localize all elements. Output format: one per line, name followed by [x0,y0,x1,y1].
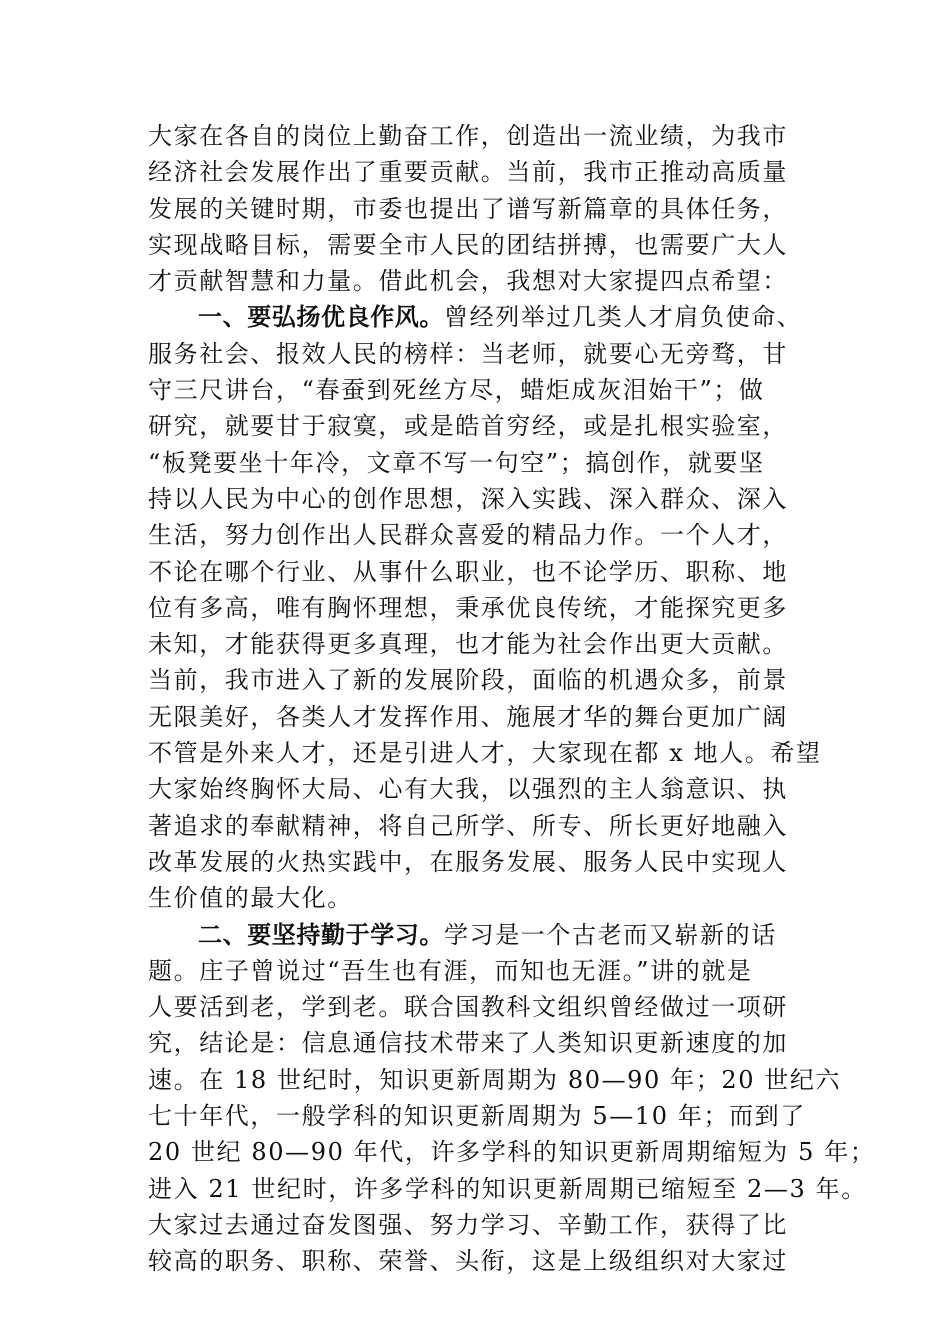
text-line: 无限美好，各类人才发挥作用、施展才华的舞台更加广阔 [148,702,788,731]
text-line: 大家在各自的岗位上勤奋工作，创造出一流业绩，为我市 [148,122,788,150]
text-line: 大家始终胸怀大局、心有大我，以强烈的主人翁意识、执 [148,775,788,804]
section-1-heading: 一、要弘扬优良作风。 [198,303,444,332]
text-line: 七十年代，一般学科的知识更新周期为 5—10 年；而到了 [148,1102,806,1131]
text-line: 生活，努力创作出人民群众喜爱的精品力作。一个人才， [148,521,788,550]
text-line: 人要活到老，学到老。联合国教科文组织曾经做过一项研 [148,993,788,1022]
text-line: 进入 21 世纪时，许多学科的知识更新周期已缩短至 2—3 年。 [148,1174,867,1203]
text-line: 究，结论是：信息通信技术带来了人类知识更新速度的加 [148,1029,788,1058]
section-2-first-line-text: 学习是一个古老而又崭新的话 [444,920,777,949]
section-2-paragraph [148,917,876,1280]
text-line: 较高的职务、职称、荣誉、头衔，这是上级组织对大家过 [148,1247,788,1276]
text-line: 不管是外来人才，还是引进人才，大家现在都 x 地人。希望 [148,739,822,768]
text-line: 速。在 18 世纪时，知识更新周期为 80—90 年；20 世纪六 [148,1065,842,1094]
text-line: 位有多高，唯有胸怀理想，秉承优良传统，才能探究更多 [148,593,788,622]
text-line: 研究，就要甘于寂寞，或是皓首穷经，或是扎根实验室， [148,412,788,441]
section-2-first-line [148,917,818,953]
text-line: 题。庄子曾说过“吾生也有涯，而知也无涯。”讲的就是 [148,956,753,985]
text-line: 才贡献智慧和力量。借此机会，我想对大家提四点希望： [148,267,788,296]
text-line: 著追求的奉献精神，将自己所学、所专、所长更好地融入 [148,811,788,840]
text-line: 20 世纪 80—90 年代，许多学科的知识更新周期缩短为 5 年； [148,1138,876,1167]
intro-paragraph [148,118,818,299]
section-1-first-line-text: 曾经列举过几类人才肩负使命、 [444,303,803,332]
text-line: 生价值的最大化。 [148,884,353,913]
text-line: 服务社会、报效人民的榜样：当老师，就要心无旁骛，甘 [148,339,788,368]
text-line: 发展的关键时期，市委也提出了谱写新篇章的具体任务， [148,194,788,223]
text-line: 实现战略目标，需要全市人民的团结拼搏，也需要广大人 [148,230,788,259]
section-2-heading: 二、要坚持勤于学习。 [198,920,444,949]
text-line: 当前，我市进入了新的发展阶段，面临的机遇众多，前景 [148,666,788,695]
text-line: 经济社会发展作出了重要贡献。当前，我市正推动高质量 [148,158,788,187]
text-line: 不论在哪个行业、从事什么职业，也不论学历、职称、地 [148,557,788,586]
text-line: 改革发展的火热实践中，在服务发展、服务人民中实现人 [148,847,788,876]
text-line: 大家过去通过奋发图强、努力学习、辛勤工作，获得了比 [148,1210,788,1239]
section-1-paragraph [148,299,822,916]
section-1-first-line [148,299,818,335]
text-line: 未知，才能获得更多真理，也才能为社会作出更大贡献。 [148,630,788,659]
text-line: “板凳要坐十年冷，文章不写一句空”；搞创作，就要坚 [148,448,765,477]
document-body [148,118,876,1280]
text-line: 持以人民为中心的创作思想，深入实践、深入群众、深入 [148,484,788,513]
text-line: 守三尺讲台，“春蚕到死丝方尽，蜡炬成灰泪始干”；做 [148,376,765,405]
